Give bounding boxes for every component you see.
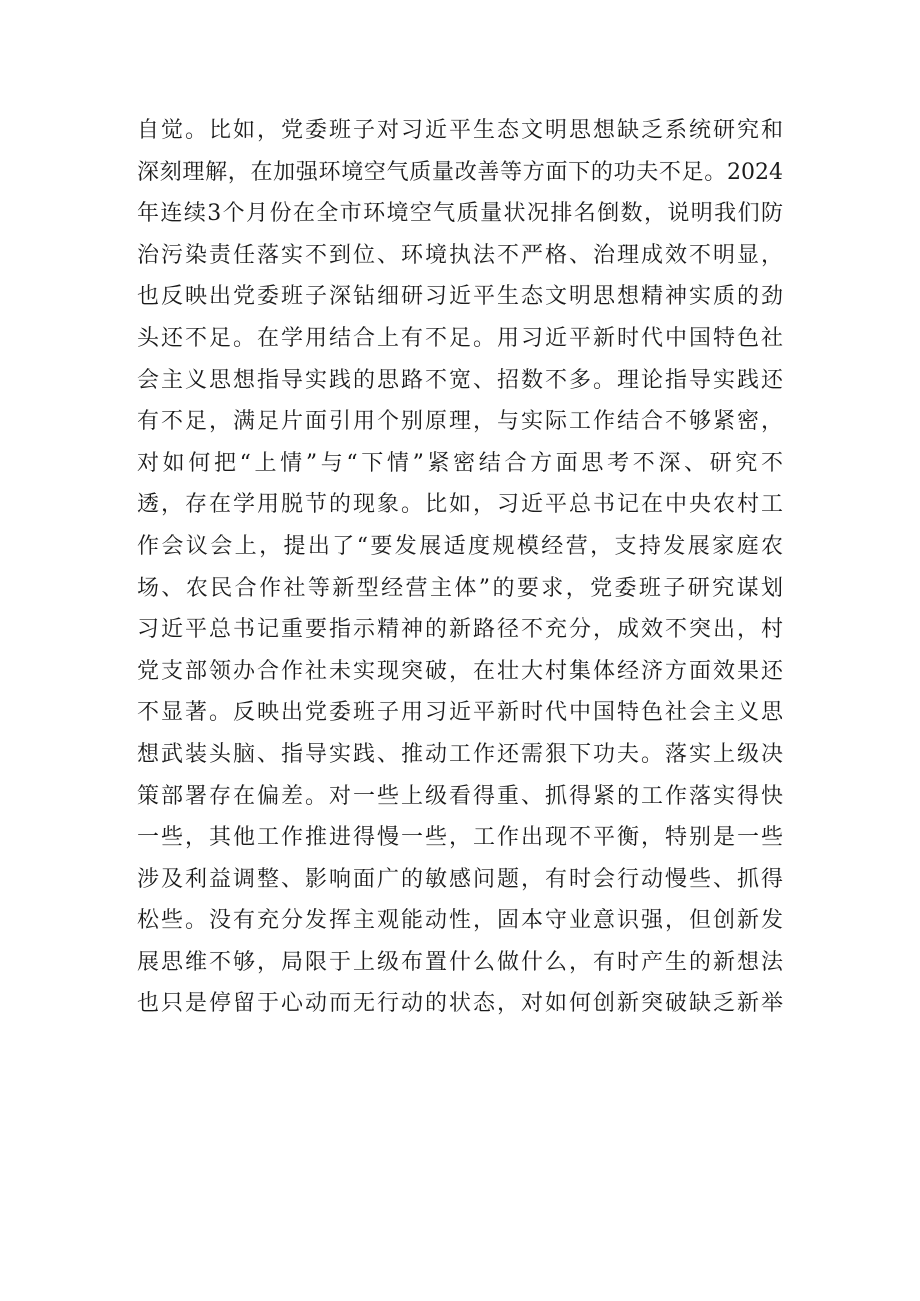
text-line: 策部署存在偏差。对一些上级看得重、抓得紧的工作落实得快 (137, 783, 783, 809)
text-line: 党支部领办合作社未实现突破，在壮大村集体经济方面效果还 (137, 658, 783, 684)
text-line: 习近平总书记重要指示精神的新路径不充分，成效不突出，村 (137, 617, 783, 643)
text-line: 对如何把“上情”与“下情”紧密结合方面思考不深、研究不 (137, 450, 783, 476)
text-line: 也反映出党委班子深钻细研习近平生态文明思想精神实质的劲 (137, 284, 783, 310)
text-line: 透，存在学用脱节的现象。比如，习近平总书记在中央农村工 (137, 492, 783, 518)
text-line: 作会议会上，提出了“要发展适度规模经营，支持发展家庭农 (137, 533, 783, 559)
text-line: 深刻理解，在加强环境空气质量改善等方面下的功夫不足。2024 (137, 159, 783, 185)
text-line: 治污染责任落实不到位、环境执法不严格、治理成效不明显， (137, 242, 783, 268)
text-line: 场、农民合作社等新型经营主体”的要求，党委班子研究谋划 (137, 575, 783, 601)
text-line: 松些。没有充分发挥主观能动性，固本守业意识强，但创新发 (137, 908, 783, 934)
text-line: 年连续3个月份在全市环境空气质量状况排名倒数，说明我们防 (137, 201, 783, 227)
text-line: 头还不足。在学用结合上有不足。用习近平新时代中国特色社 (137, 325, 783, 351)
text-line: 也只是停留于心动而无行动的状态，对如何创新突破缺乏新举 (137, 991, 783, 1017)
text-line: 一些，其他工作推进得慢一些，工作出现不平衡，特别是一些 (137, 825, 783, 851)
text-line: 展思维不够，局限于上级布置什么做什么，有时产生的新想法 (137, 949, 783, 975)
text-line: 有不足，满足片面引用个别原理，与实际工作结合不够紧密， (137, 409, 783, 435)
text-line: 涉及利益调整、影响面广的敏感问题，有时会行动慢些、抓得 (137, 866, 783, 892)
text-line: 自觉。比如，党委班子对习近平生态文明思想缺乏系统研究和 (137, 118, 783, 143)
text-line: 想武装头脑、指导实践、推动工作还需狠下功夫。落实上级决 (137, 741, 783, 767)
text-line: 不显著。反映出党委班子用习近平新时代中国特色社会主义思 (137, 700, 783, 726)
body-text (137, 110, 783, 1025)
text-line: 会主义思想指导实践的思路不宽、招数不多。理论指导实践还 (137, 367, 783, 393)
